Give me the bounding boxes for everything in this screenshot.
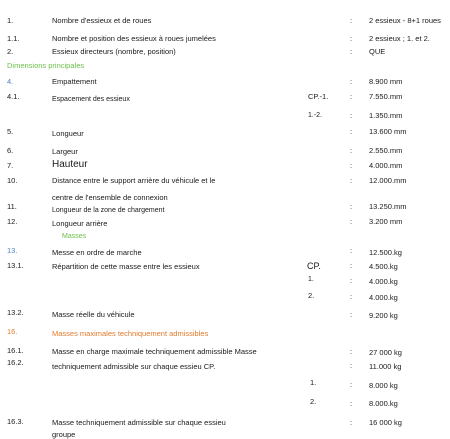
colon: : [350,399,353,408]
colon: : [350,127,353,136]
row-label: Hauteur [52,159,88,170]
axle-label: 2. [310,397,317,406]
row-value: 8.000.kg [369,399,398,408]
colon: : [350,276,353,285]
row-label: groupe [52,430,76,439]
colon: : [350,16,353,25]
axle-group-label: CP. [307,261,321,271]
section-heading-masses: Masses [62,233,87,240]
row-value: QUE [369,47,386,56]
row-value: 12.500.kg [369,248,402,257]
row-number: 1. [7,16,14,25]
row-label: Masse techniquement admissible sur chaque essieu [52,418,226,427]
row-label: Nombre d'essieux et de roues [52,16,152,25]
row-label: Répartition de cette masse entre les essieux [52,262,200,271]
colon: : [350,176,353,185]
axle-label: 1. [308,276,314,283]
row-label: Masse réelle du véhicule [52,310,135,319]
axle-label: 1. [310,378,317,387]
row-value: 8.900 mm [369,77,403,86]
colon: : [350,202,353,211]
row-number: 2. [7,47,14,56]
row-label: Messe en ordre de marche [52,248,142,257]
row-number: 16.3. [7,417,24,426]
row-value: 13.600 mm [369,127,407,136]
row-value: 7.550.mm [369,92,403,101]
row-label: techniquement admissible sur chaque essieu CP. [52,362,216,371]
colon: : [350,77,353,86]
colon: : [350,310,353,319]
colon: : [350,34,353,43]
row-label: Essieux directeurs (nombre, position) [52,47,176,56]
row-label: Nombre et position des essieux à roues jumelées [52,34,216,43]
colon: : [350,47,353,56]
row-value: 4.000.kg [369,293,398,302]
row-label: Longueur arrière [52,219,108,228]
row-label: Espacement des essieux [52,96,130,103]
row-number: 16. [7,327,18,336]
row-number: 13. [7,246,18,255]
colon: : [350,146,353,155]
row-value: 1.350.mm [369,111,403,120]
row-value: 4.000.kg [369,277,398,286]
row-number: 1.1. [7,34,20,43]
axle-group-label: 1.-2. [308,112,323,119]
row-value: 4.000.mm [369,161,403,170]
colon: : [350,347,353,356]
row-label: Longueur de la zone de chargement [52,207,165,214]
row-label: Longueur [52,129,84,138]
colon: : [350,261,353,270]
row-value: 2 essieux - 8+1 roues [369,16,441,25]
colon: : [350,292,353,301]
row-number: 7. [7,161,14,170]
colon: : [350,111,353,120]
row-number: 5. [7,127,14,136]
row-value: 3.200 mm [369,217,403,226]
colon: : [350,217,353,226]
colon: : [350,418,353,427]
row-number: 11. [7,202,17,211]
row-number: 16.2. [7,358,24,367]
row-value: 2 essieux ; 1. et 2. [369,34,430,43]
colon: : [350,380,353,389]
row-value: 4.500.kg [369,262,398,271]
row-number: 13.2. [7,308,24,317]
row-value: 2.550.mm [369,146,403,155]
row-number: 16.1. [7,346,24,355]
row-number: 10. [7,176,18,185]
row-value: 16 000 kg [369,418,402,427]
row-value: 9.200 kg [369,311,398,320]
row-value: 27 000 kg [369,348,402,357]
row-number: 12. [7,217,18,226]
colon: : [350,161,353,170]
colon: : [350,246,353,255]
section-heading-max-masses: Masses maximales techniquement admissibles [52,329,209,338]
row-value: 12.000.mm [369,176,407,185]
colon: : [350,92,353,101]
row-number: 13.1. [7,261,24,270]
colon: : [350,361,353,370]
row-label: Largeur [52,147,78,156]
row-label: Masse en charge maximale techniquement admissible Masse [52,347,257,356]
row-label: centre de l'ensemble de connexion [52,193,168,202]
row-value: 11.000 kg [369,362,402,371]
axle-label: 2. [308,291,315,300]
row-value: 13.250.mm [369,202,407,211]
section-heading-dimensions: Dimensions principales [7,61,85,70]
row-label: Distance entre le support arrière du véhicule et le [52,176,216,185]
row-number: 4. [7,77,14,86]
axle-group-label: CP.-1. [308,92,329,101]
row-value: 8.000 kg [369,381,398,390]
row-number: 6. [7,146,14,155]
row-number: 4.1. [7,92,20,101]
row-label: Empattement [52,77,97,86]
